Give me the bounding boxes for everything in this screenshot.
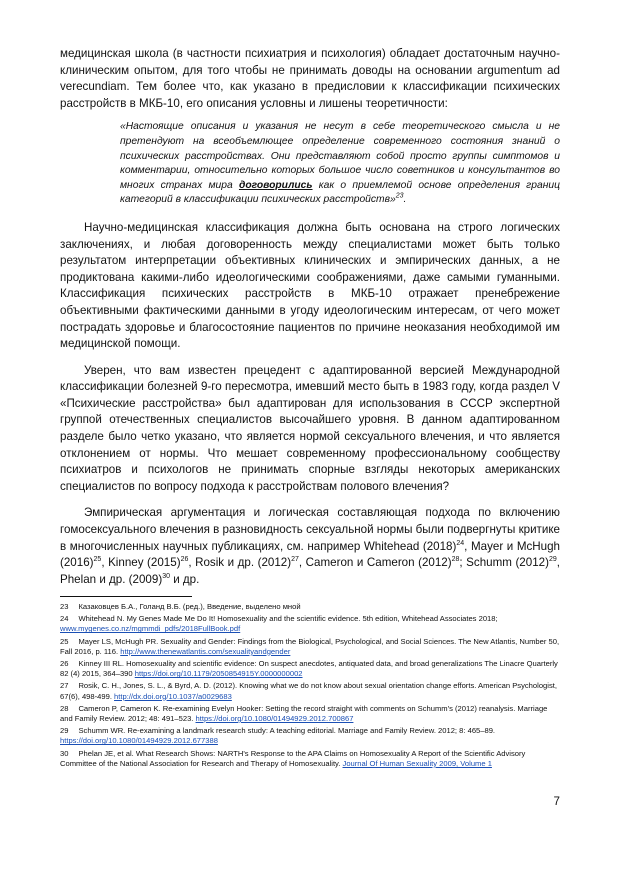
footnote-item: [60, 749, 560, 769]
paragraph-3: Уверен, что вам известен прецедент с адаптированной версией Международной классификации болезней 9-го пересмотра, имевший место быть в 1983 году, когда раздел V «Психические расстройства» был адаптирован для использования в СССР экспертной группой отечественных специалистов высочайшего уровня. В данном адаптированном разделе было четко указано, что является нормой сексуального влечения, и что является отклонением от нормы. Что мешает современному профессиональному сообществу психиатров и психологов не принимать спорные взгляды некоторых американских специалистов по вопросу подхода к расстройствам полового влечения?: [60, 363, 560, 493]
footnote-text: Казаковцев Б.А., Голанд В.Б. (ред.), Введение, выделено мной: [78, 602, 301, 611]
footnote-item: [60, 681, 560, 701]
footnote-number: 30: [60, 748, 69, 758]
main-text: [60, 46, 560, 588]
footnote-ref[interactable]: 24: [456, 539, 465, 547]
footnote-ref[interactable]: 30: [162, 572, 170, 580]
footnote-text: Kinney III RL. Homosexuality and scientific evidence: On suspect anecdotes, antiquated data, and broad generalizations The Linacre Quarterly 82 (4) 2015, 364–390: [60, 659, 558, 679]
footnote-item: [60, 602, 560, 612]
footnote-number: 23: [60, 602, 69, 611]
footnote-link[interactable]: https://doi.org/10.1080/01494929.2012.700867: [195, 714, 354, 724]
paragraph-2: Научно-медицинская классификация должна быть основана на строго логических заключениях, и любая договоренность между специалистами может быть только результатом интерпретации объективных клинических и эмпирических данных, а не продиктована какими-либо идеологическими соображениями, даже самыми гуманными. Классификация психических расстройств в МКБ-10 отражает пренебрежение объективными фактическими данными в угоду идеологическим интересам, от чего может пострадать здоровье и благосостояние пациентов по причине неоказания необходимой им медицинской помощи.: [60, 220, 560, 351]
footnote-text: Whitehead N. My Genes Made Me Do It! Homosexuality and the scientific evidence. 5th edition, Whitehead Associates 2018;: [78, 614, 498, 624]
footnote-divider: [60, 596, 192, 597]
footnote-ref[interactable]: 27: [291, 556, 299, 564]
footnote-item: [60, 637, 560, 657]
footnote-item: [60, 659, 560, 679]
footnote-number: 27: [60, 681, 69, 691]
footnote-text: Rosik, C. H., Jones, S. L., & Byrd, A. D. (2012). Knowing what we do not know about sexual orientation change efforts. American Psychologist, 67(6), 498-499.: [60, 681, 557, 701]
footnote-ref[interactable]: 25: [93, 556, 102, 564]
footnote-item: [60, 614, 560, 634]
footnote-text: Phelan JE, et al. What Research Shows: NARTH's Response to the APA Claims on Homosexuality A Report of the Scientific Advisory Committee of the National Association for Research and Therapy of Homosexuality.: [60, 748, 526, 768]
footnote-link[interactable]: Journal Of Human Sexuality 2009, Volume 1: [342, 758, 492, 768]
footnote-number: 26: [60, 659, 69, 669]
footnotes: [60, 602, 560, 771]
footnote-ref[interactable]: 23: [395, 192, 404, 200]
footnote-item: [60, 704, 560, 724]
icd10-quote: «Настоящие описания и указания не несут в себе теоретического смысла и не претендуют на всеобъемлющее определение современного состояния знаний о психических расстройствах. Они представляют собой просто группы симптомов и комментарии, относительно которых большое число советников и консультантов во многих странах мира договорились как о приемлемой основе определения границ категорий в классификации психических расстройств»$^{23}$.: [120, 121, 560, 206]
footnote-link[interactable]: www.mygenes.co.nz/mgmmdi_pdfs/2018FullBook.pdf: [60, 624, 241, 634]
footnote-text: Mayer LS, McHugh PR. Sexuality and Gender: Findings from the Biological, Psychological, and Social Sciences. The New Atlantis, Number 50, Fall 2016, p. 116.: [60, 636, 560, 656]
quote-emphasis: договорились: [238, 179, 313, 191]
footnote-ref[interactable]: 28: [451, 556, 460, 564]
paragraph-4: Эмпирическая аргументация и логическая составляющая подхода по включению гомосексуального влечения в разновидность сексуальной нормы были подвергнуты критике в многочисленных научных публикациях, см. например Whitehead $(2018)^{24}$, Mayer и McHugh $(2016)^{25}$, Kinney $(2015)^{26}$, Rosik и др. $(2012)^{27}$, Cameron и Cameron $(2012)^{28}$; Schumm $(2012)^{29}$, Phelan и др. $(2009)^{30}$ и др.: [60, 506, 560, 586]
footnote-ref[interactable]: 29: [548, 556, 557, 564]
footnote-link[interactable]: https://doi.org/10.1080/01494929.2012.677388: [60, 736, 218, 746]
page-number: 7: [553, 795, 560, 808]
footnote-ref[interactable]: 26: [180, 556, 189, 564]
footnote-number: 25: [60, 636, 69, 646]
footnote-link[interactable]: http://dx.doi.org/10.1037/a0029683: [114, 691, 232, 701]
footnote-link[interactable]: https://doi.org/10.1179/2050854915Y.0000000002: [134, 669, 303, 679]
footnote-link[interactable]: http://www.thenewatlantis.com/sexualityandgender: [120, 646, 291, 656]
footnote-number: 29: [60, 726, 69, 736]
footnote-text: Schumm WR. Re-examining a landmark research study: A teaching editorial. Marriage and Family Review. 2012; 8: 465–89.: [78, 726, 496, 736]
footnote-item: [60, 726, 560, 746]
paragraph-1: медицинская школа (в частности психиатрия и психология) обладает достаточным научно-клиническим опытом, для того чтобы не принимать доводы на основании argumentum ad verecundiam. Тем более что, как указано в предисловии к классификации психических расстройств в МКБ-10, его описания условны и лишены теоретичности:: [60, 47, 560, 110]
footnote-text: Cameron P, Cameron K. Re-examining Evelyn Hooker: Setting the record straight with comments on Schumm's (2012) reanalysis. Marriage and Family Review. 2012; 48: 491–523.: [60, 703, 548, 724]
footnote-number: 24: [60, 614, 69, 624]
footnote-number: 28: [60, 703, 69, 713]
